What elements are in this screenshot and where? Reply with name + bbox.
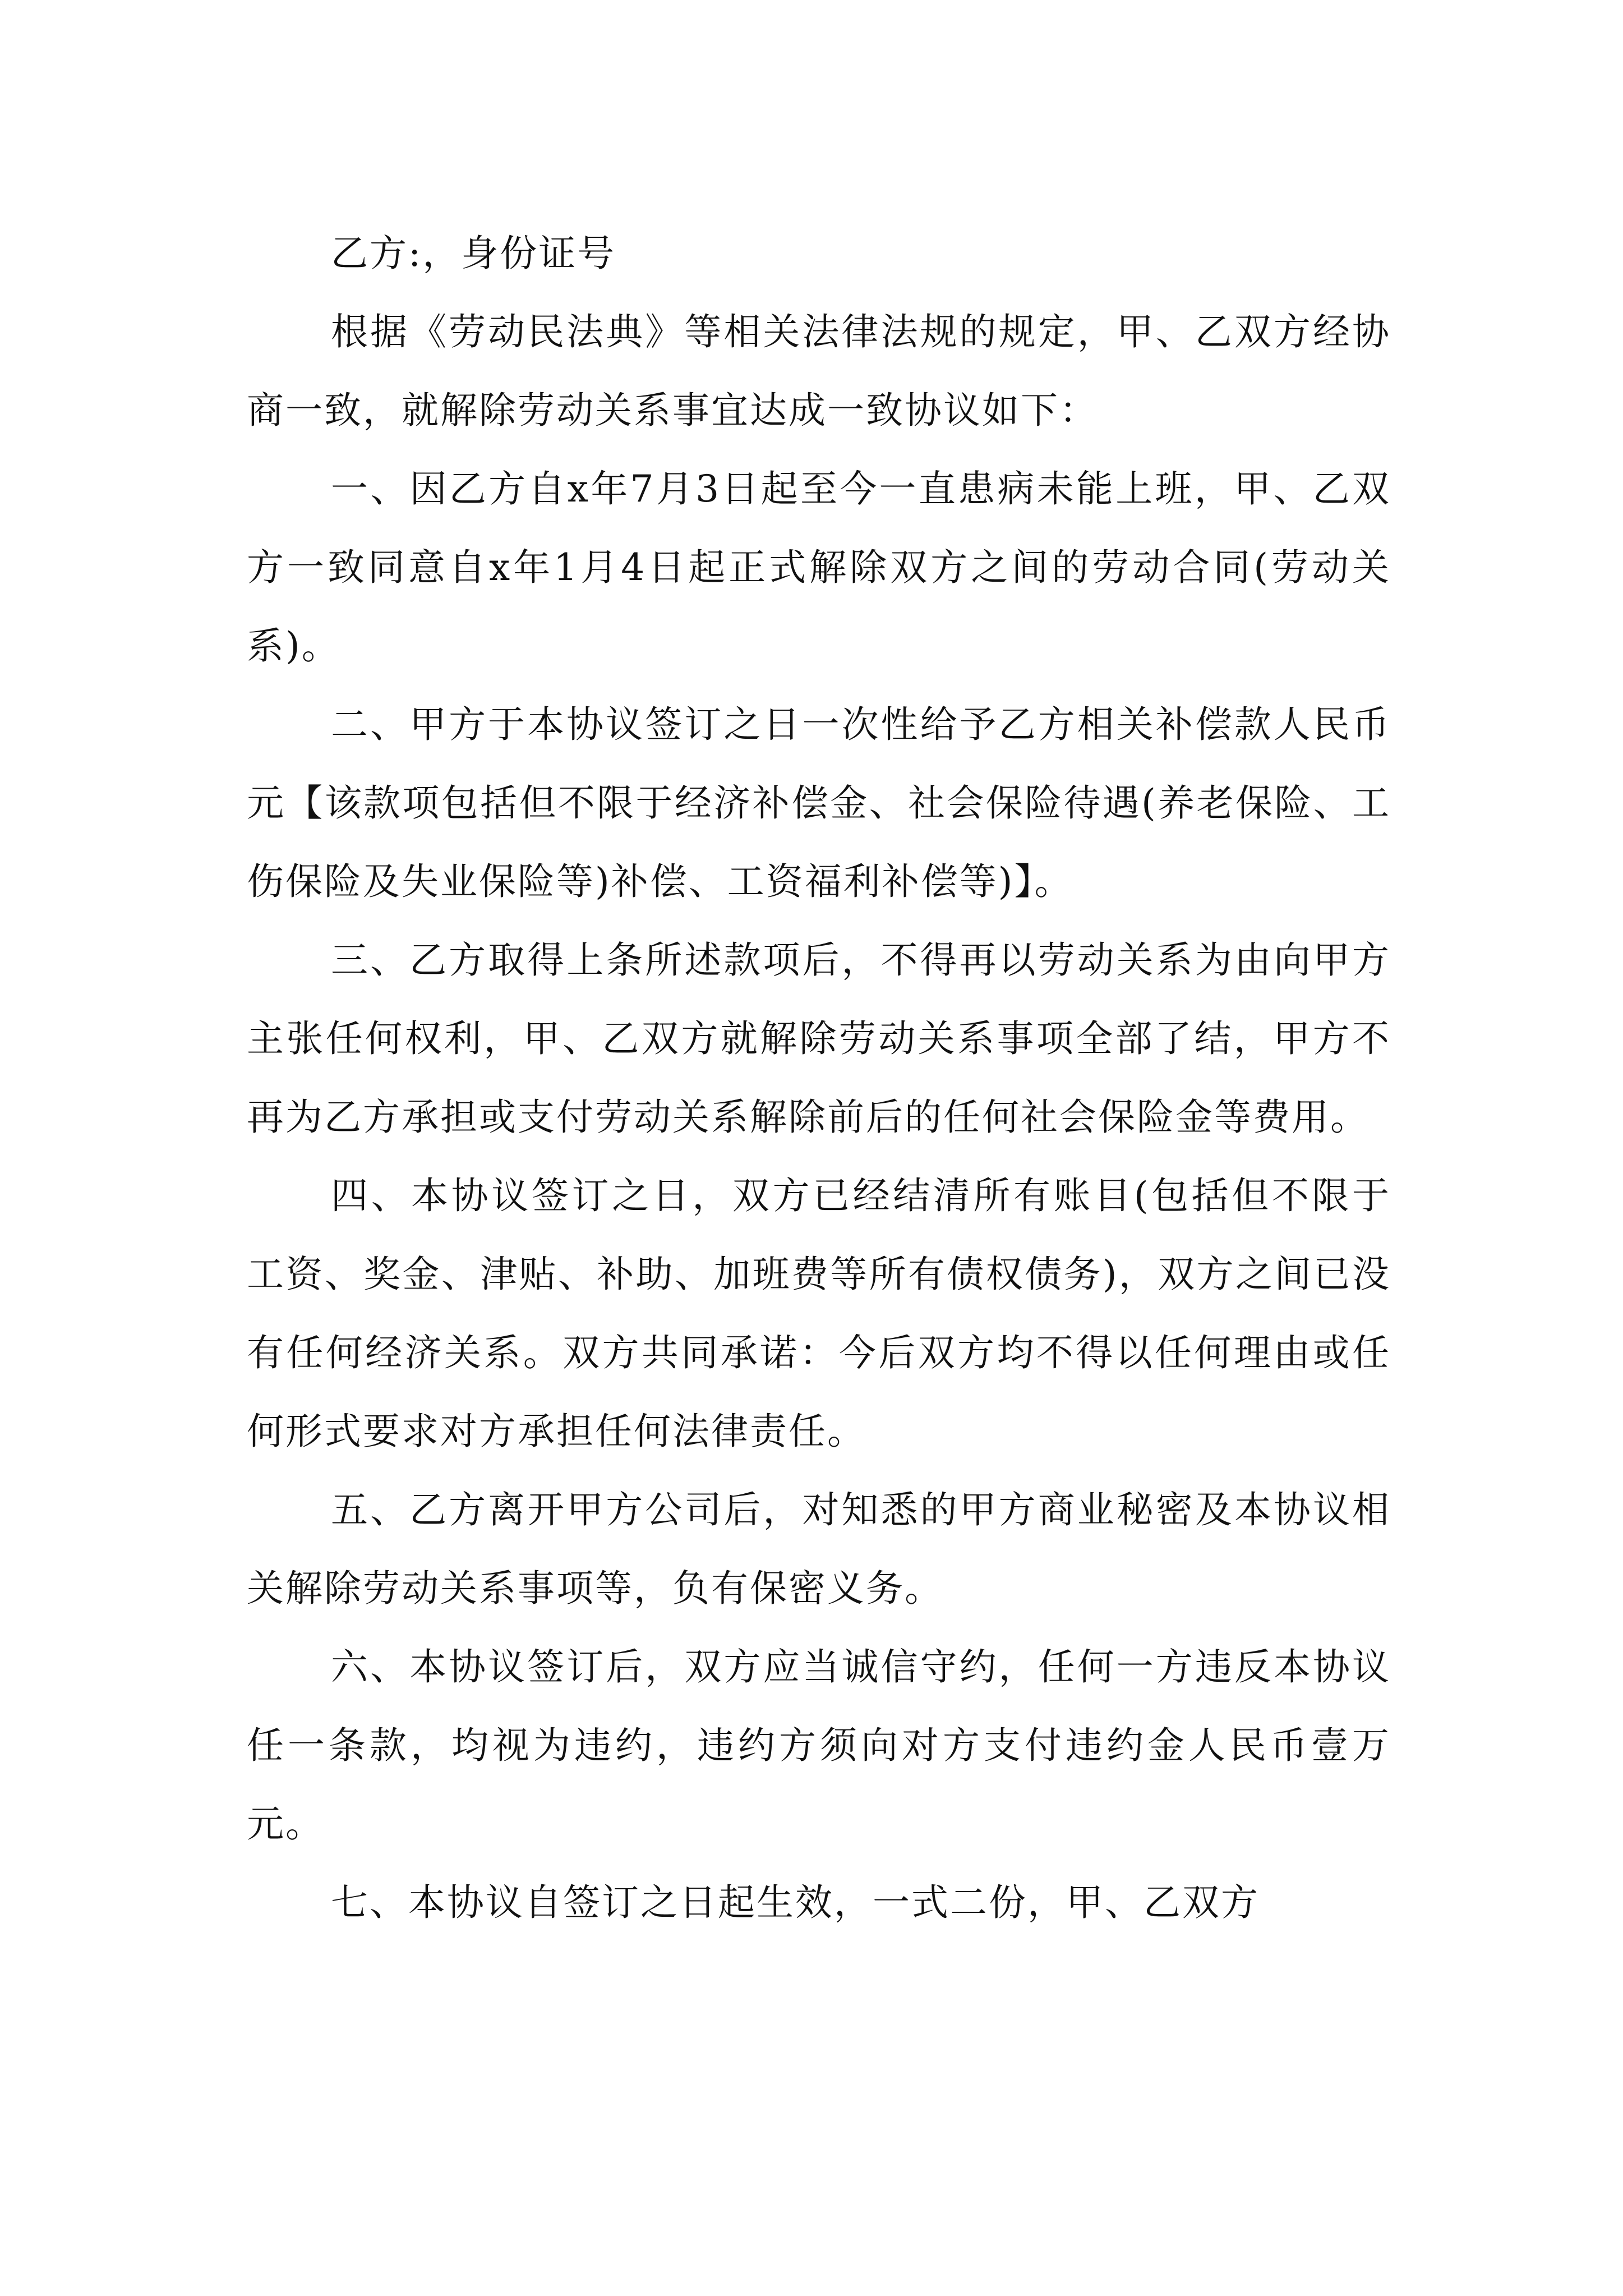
document-body	[247, 214, 1391, 1942]
clause-7: 七、本协议自签订之日起生效，一式二份，甲、乙双方	[331, 1881, 1260, 1924]
clause-1: 一、因乙方自x年7月3日起至今一直患病未能上班，甲、乙双方一致同意自x年1月4日起正式解除双方之间的劳动合同(劳动关系)。	[247, 467, 1391, 668]
clause-4: 四、本协议签订之日，双方已经结清所有账目(包括但不限于工资、奖金、津贴、补助、加班费等所有债权债务)，双方之间已没有任何经济关系。双方共同承诺：今后双方均不得以任何理由或任何形式要求对方承担任何法律责任。	[247, 1174, 1391, 1453]
clause-2: 二、甲方于本协议签订之日一次性给予乙方相关补偿款人民币元【该款项包括但不限于经济补偿金、社会保险待遇(养老保险、工伤保险及失业保险等)补偿、工资福利补偿等)】。	[247, 703, 1391, 903]
party-b-line: 乙方:，身份证号	[331, 232, 616, 275]
clause-6: 六、本协议签订后，双方应当诚信守约，任何一方违反本协议任一条款，均视为违约，违约方须向对方支付违约金人民币壹万元。	[247, 1645, 1391, 1846]
preamble-paragraph: 根据《劳动民法典》等相关法律法规的规定，甲、乙双方经协商一致，就解除劳动关系事宜达成一致协议如下：	[247, 310, 1391, 432]
clause-3: 三、乙方取得上条所述款项后，不得再以劳动关系为由向甲方主张任何权利，甲、乙双方就解除劳动关系事项全部了结，甲方不再为乙方承担或支付劳动关系解除前后的任何社会保险金等费用。	[247, 938, 1391, 1139]
clause-5: 五、乙方离开甲方公司后，对知悉的甲方商业秘密及本协议相关解除劳动关系事项等，负有保密义务。	[247, 1488, 1391, 1610]
